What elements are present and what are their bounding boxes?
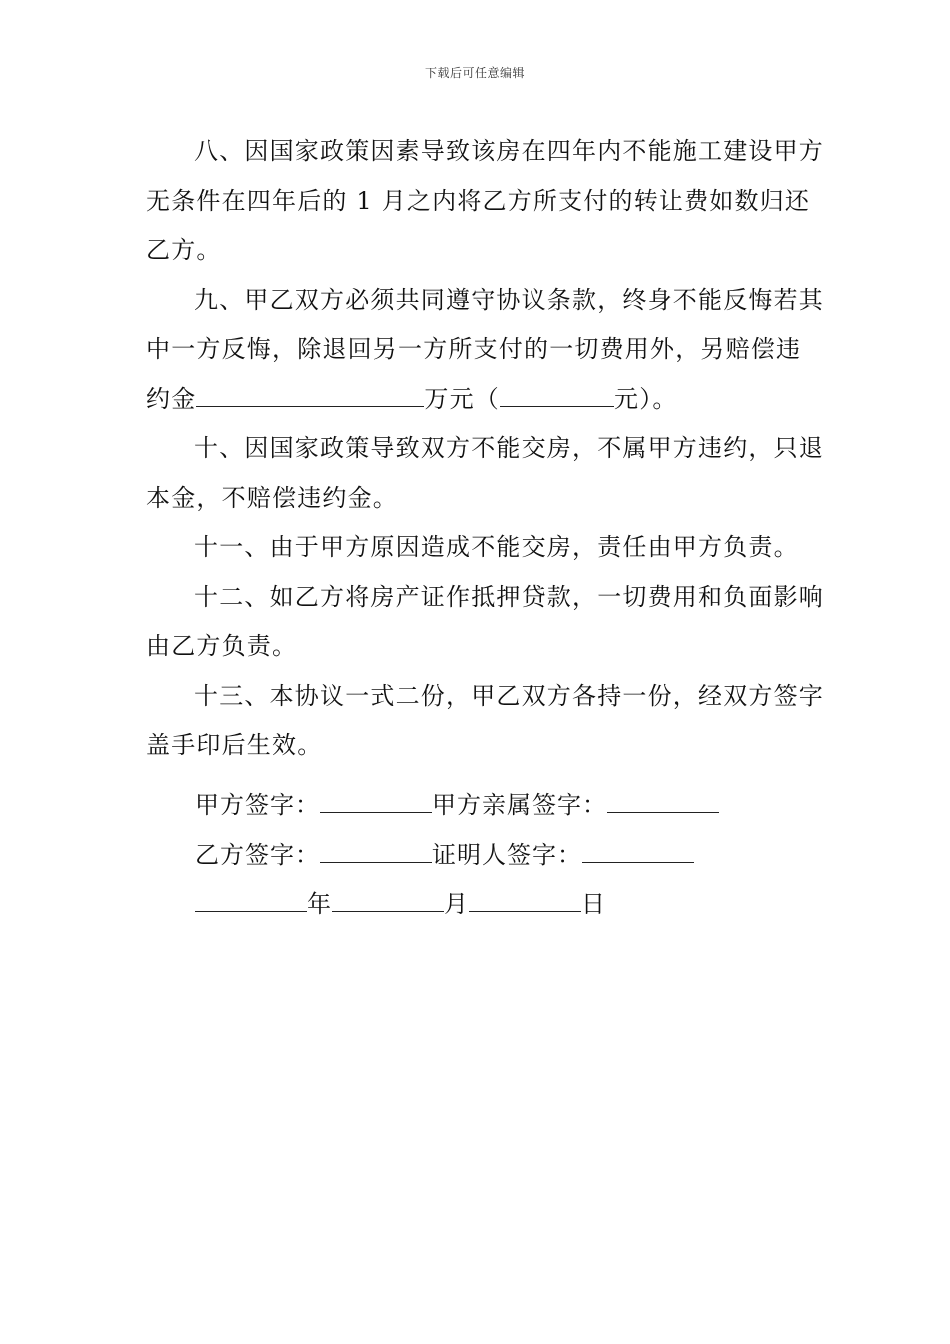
party-b-sign-field[interactable]	[320, 837, 432, 863]
witness-sign-label: 证明人签字：	[432, 841, 582, 869]
year-label: 年	[307, 890, 332, 918]
witness-sign-field[interactable]	[582, 837, 694, 863]
signature-line-b	[195, 835, 694, 870]
clause-12: 十二、如乙方将房产证作抵押贷款，一切费用和负面影响由乙方负责。	[146, 582, 824, 660]
clause-13: 十三、本协议一式二份，甲乙双方各持一份，经双方签字盖手印后生效。	[146, 681, 824, 759]
clause-11: 十一、由于甲方原因造成不能交房，责任由甲方负责。	[194, 533, 799, 561]
agreement-body	[146, 127, 826, 771]
penalty-amount-blank[interactable]	[196, 380, 424, 406]
signature-line-a	[195, 785, 719, 820]
day-field[interactable]	[469, 886, 581, 912]
page-header: 下载后可任意编辑	[424, 66, 525, 80]
clause-9-unit: 万元（	[424, 384, 501, 413]
year-field[interactable]	[195, 886, 307, 912]
party-a-relative-sign-label: 甲方亲属签字：	[432, 791, 607, 819]
clause-9	[146, 276, 826, 425]
party-a-relative-sign-field[interactable]	[607, 787, 719, 813]
clause-8: 八、因国家政策因素导致该房在四年内不能施工建设甲方无条件在四年后的 1 月之内将乙方所支付的转让费如数归还乙方。	[146, 137, 824, 264]
party-a-sign-label: 甲方签字：	[195, 791, 320, 819]
month-label: 月	[444, 890, 469, 918]
party-b-sign-label: 乙方签字：	[195, 841, 320, 869]
penalty-yuan-blank[interactable]	[500, 380, 614, 406]
clause-9-end: 元）。	[614, 384, 678, 413]
day-label: 日	[581, 890, 606, 918]
clause-10: 十、因国家政策导致双方不能交房，不属甲方违约，只退本金，不赔偿违约金。	[146, 434, 824, 512]
date-line	[195, 884, 606, 919]
party-a-sign-field[interactable]	[320, 787, 432, 813]
clause-9-text: 九、甲乙双方必须共同遵守协议条款，终身不能反悔若其中一方反悔，除退回另一方所支付的一切费用外，另赔偿违约金	[146, 285, 824, 413]
month-field[interactable]	[332, 886, 444, 912]
